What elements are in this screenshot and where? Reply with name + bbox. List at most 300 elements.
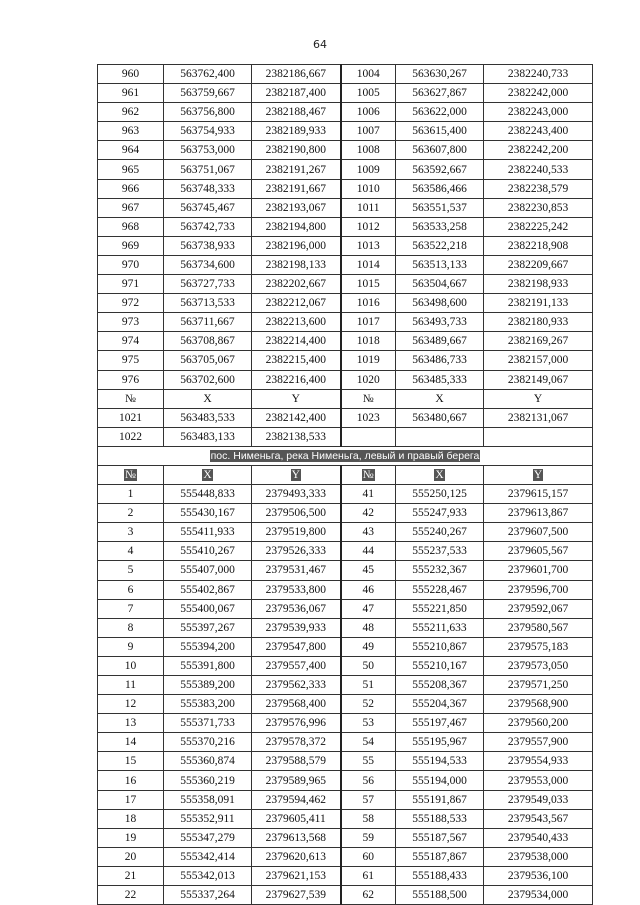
table-cell: 58: [341, 809, 396, 828]
table-cell: 43: [341, 523, 396, 542]
table-cell: 563586,466: [396, 179, 484, 198]
table-cell: 555371,733: [164, 714, 252, 733]
table-cell: Y: [484, 389, 593, 408]
table-cell: 2379605,567: [484, 542, 593, 561]
table-cell: 555358,091: [164, 790, 252, 809]
table-cell: 1011: [341, 198, 396, 217]
table-cell: 2379613,867: [484, 504, 593, 523]
table-row: [98, 65, 593, 84]
table-cell: 555448,833: [164, 485, 252, 504]
table-cell: 12: [98, 695, 164, 714]
table-cell: 1022: [98, 427, 164, 446]
table-cell: 970: [98, 255, 164, 274]
table-cell: 555194,000: [396, 771, 484, 790]
table-row: [98, 294, 593, 313]
table-cell: 2379592,067: [484, 599, 593, 618]
table-cell: 563708,867: [164, 332, 252, 351]
table-cell: 42: [341, 504, 396, 523]
table-cell: [484, 465, 593, 484]
table-cell: 2382196,000: [252, 236, 341, 255]
table-cell: 971: [98, 275, 164, 294]
table-cell: 2382242,000: [484, 84, 593, 103]
table-cell: 563751,067: [164, 160, 252, 179]
table-cell: 563627,867: [396, 84, 484, 103]
table-cell: 967: [98, 198, 164, 217]
table-cell: 1018: [341, 332, 396, 351]
table-cell: 1006: [341, 103, 396, 122]
table-cell: 9: [98, 637, 164, 656]
table-cell: 2379519,800: [252, 523, 341, 542]
table-cell: 555342,013: [164, 866, 252, 885]
table-cell: 2379589,965: [252, 771, 341, 790]
table-cell: X: [164, 389, 252, 408]
table-row: [98, 313, 593, 332]
table-cell: 2379534,000: [484, 886, 593, 905]
table-cell: 48: [341, 618, 396, 637]
table-cell: 2379594,462: [252, 790, 341, 809]
table-cell: 21: [98, 866, 164, 885]
table-cell: 1009: [341, 160, 396, 179]
table-cell: 2379605,411: [252, 809, 341, 828]
table-cell: 16: [98, 771, 164, 790]
table-cell: 555352,911: [164, 809, 252, 828]
table-cell: 22: [98, 886, 164, 905]
table-cell: [341, 465, 396, 484]
table-cell: 2382209,667: [484, 255, 593, 274]
table-cell: 2379536,067: [252, 599, 341, 618]
table-cell: 563522,218: [396, 236, 484, 255]
table-cell: 555360,874: [164, 752, 252, 771]
table-row: [98, 351, 593, 370]
table-cell: 2379557,900: [484, 733, 593, 752]
table-cell: 966: [98, 179, 164, 198]
table-cell: 2379615,157: [484, 485, 593, 504]
table-row: [98, 866, 593, 885]
table-cell: 968: [98, 217, 164, 236]
table-cell: 563713,533: [164, 294, 252, 313]
table-cell: 2379547,800: [252, 637, 341, 656]
table-cell: 2379575,183: [484, 637, 593, 656]
table-cell: 563762,400: [164, 65, 252, 84]
table-cell: 563513,133: [396, 255, 484, 274]
table-cell: 2379573,050: [484, 656, 593, 675]
table-cell: 563705,067: [164, 351, 252, 370]
table-cell: 1020: [341, 370, 396, 389]
table-cell: 2382240,533: [484, 160, 593, 179]
table-cell: 2379536,100: [484, 866, 593, 885]
table-cell: 2382218,908: [484, 236, 593, 255]
table-cell: 555208,367: [396, 676, 484, 695]
table-cell: 10: [98, 656, 164, 675]
table-row: [98, 676, 593, 695]
table-cell: 555240,267: [396, 523, 484, 542]
table-cell: 2382169,267: [484, 332, 593, 351]
table-cell: [396, 427, 484, 446]
table-cell: 1007: [341, 122, 396, 141]
table-cell: 2382216,400: [252, 370, 341, 389]
table-cell: 19: [98, 828, 164, 847]
table-cell: 1016: [341, 294, 396, 313]
table-row: [98, 198, 593, 217]
table-cell: 563622,000: [396, 103, 484, 122]
table-cell: 1019: [341, 351, 396, 370]
table-cell: 972: [98, 294, 164, 313]
table-cell: 2382142,400: [252, 408, 341, 427]
table-cell: 50: [341, 656, 396, 675]
table-cell: 2382131,067: [484, 408, 593, 427]
table-row: [98, 790, 593, 809]
table-cell: 555195,967: [396, 733, 484, 752]
table-cell: 1015: [341, 275, 396, 294]
table-cell: 555247,933: [396, 504, 484, 523]
table-cell: 555410,267: [164, 542, 252, 561]
table-row: [98, 179, 593, 198]
table-cell: 555400,067: [164, 599, 252, 618]
table-cell: 2382198,133: [252, 255, 341, 274]
table-cell: 2382243,000: [484, 103, 593, 122]
table-cell: 53: [341, 714, 396, 733]
table-row: [98, 809, 593, 828]
table-cell: 555237,533: [396, 542, 484, 561]
table-cell: 2382193,067: [252, 198, 341, 217]
table-cell: 52: [341, 695, 396, 714]
table-cell: 3: [98, 523, 164, 542]
table-cell: 2379576,996: [252, 714, 341, 733]
table-cell: 555210,867: [396, 637, 484, 656]
table-cell: 563483,133: [164, 427, 252, 446]
table-row: [98, 408, 593, 427]
table-cell: 1004: [341, 65, 396, 84]
table-cell: 963: [98, 122, 164, 141]
table-cell: 2379543,567: [484, 809, 593, 828]
table-cell: 2382191,133: [484, 294, 593, 313]
table-cell: №: [98, 389, 164, 408]
table-row: [98, 637, 593, 656]
table-cell: 2379620,613: [252, 847, 341, 866]
table-cell: 2379571,250: [484, 676, 593, 695]
table-cell: 2382238,579: [484, 179, 593, 198]
table-cell: 563727,733: [164, 275, 252, 294]
table-cell: 563485,333: [396, 370, 484, 389]
table-cell: 2382213,600: [252, 313, 341, 332]
table-cell: Y: [252, 389, 341, 408]
table-cell: 2382242,200: [484, 141, 593, 160]
table-cell: 2382189,933: [252, 122, 341, 141]
table-cell: 563480,667: [396, 408, 484, 427]
table-cell: 61: [341, 866, 396, 885]
table-cell: 555187,867: [396, 847, 484, 866]
table-cell: 2382194,800: [252, 217, 341, 236]
table-cell: 555407,000: [164, 561, 252, 580]
table-cell: 563592,667: [396, 160, 484, 179]
page-number: 64: [313, 38, 327, 51]
table-cell: 555188,500: [396, 886, 484, 905]
table-cell: [341, 427, 396, 446]
table-cell: 555383,200: [164, 695, 252, 714]
table-row: [98, 886, 593, 905]
table-row: [98, 752, 593, 771]
table-row: [98, 828, 593, 847]
table-cell: 55: [341, 752, 396, 771]
table-cell: 555228,467: [396, 580, 484, 599]
table-cell: 56: [341, 771, 396, 790]
table-cell: 14: [98, 733, 164, 752]
table-cell: 563486,733: [396, 351, 484, 370]
table-cell: 2379621,153: [252, 866, 341, 885]
header-cell-label: X: [435, 469, 444, 482]
table-cell: 2382191,267: [252, 160, 341, 179]
table-row: [98, 618, 593, 637]
table-cell: 54: [341, 733, 396, 752]
section-title-cell: [98, 446, 593, 465]
table-cell: 2379540,433: [484, 828, 593, 847]
table-row: [98, 141, 593, 160]
table-cell: 563745,467: [164, 198, 252, 217]
coordinates-table-body: [98, 65, 593, 905]
table-cell: 555250,125: [396, 485, 484, 504]
table-cell: 2379560,200: [484, 714, 593, 733]
table-cell: 563754,933: [164, 122, 252, 141]
table-cell: 2: [98, 504, 164, 523]
table-cell: 563711,667: [164, 313, 252, 332]
table-cell: 2382240,733: [484, 65, 593, 84]
table-cell: 1008: [341, 141, 396, 160]
table-cell: 2382157,000: [484, 351, 593, 370]
table-row: [98, 504, 593, 523]
table-cell: 563756,800: [164, 103, 252, 122]
table-cell: 2379554,933: [484, 752, 593, 771]
table-cell: 2379549,033: [484, 790, 593, 809]
table-cell: 563483,533: [164, 408, 252, 427]
table-cell: [396, 465, 484, 484]
table-cell: 1012: [341, 217, 396, 236]
table-cell: 2379562,333: [252, 676, 341, 695]
table-cell: 2379553,000: [484, 771, 593, 790]
table-row: [98, 580, 593, 599]
table-cell: 13: [98, 714, 164, 733]
table-cell: 555347,279: [164, 828, 252, 847]
header-cell-label: №: [362, 469, 374, 482]
table-cell: 2382214,400: [252, 332, 341, 351]
table-cell: 5: [98, 561, 164, 580]
table-cell: 2379580,567: [484, 618, 593, 637]
table-cell: 2379588,579: [252, 752, 341, 771]
table-row: [98, 485, 593, 504]
table-row: [98, 695, 593, 714]
table-row: [98, 84, 593, 103]
table-row: [98, 217, 593, 236]
table-row: [98, 561, 593, 580]
table-cell: 45: [341, 561, 396, 580]
table-cell: 2379526,333: [252, 542, 341, 561]
table-row: [98, 656, 593, 675]
table-cell: 2379557,400: [252, 656, 341, 675]
table-cell: 555394,200: [164, 637, 252, 656]
table-cell: 59: [341, 828, 396, 847]
table-cell: [484, 427, 593, 446]
table-cell: 555187,567: [396, 828, 484, 847]
table-cell: 563742,733: [164, 217, 252, 236]
table-cell: 555194,533: [396, 752, 484, 771]
table-cell: №: [341, 389, 396, 408]
table-cell: 964: [98, 141, 164, 160]
table-cell: 563493,733: [396, 313, 484, 332]
table-cell: 974: [98, 332, 164, 351]
table-cell: 18: [98, 809, 164, 828]
table-cell: 563702,600: [164, 370, 252, 389]
table-cell: 2379539,933: [252, 618, 341, 637]
table-cell: 555188,433: [396, 866, 484, 885]
table-cell: 965: [98, 160, 164, 179]
table-cell: 563738,933: [164, 236, 252, 255]
table-cell: 555402,867: [164, 580, 252, 599]
table-cell: 17: [98, 790, 164, 809]
table-cell: 2379596,700: [484, 580, 593, 599]
table-cell: [164, 465, 252, 484]
table-cell: 62: [341, 886, 396, 905]
table-row: [98, 236, 593, 255]
table-cell: 2382186,667: [252, 65, 341, 84]
table-cell: 6: [98, 580, 164, 599]
table-cell: 49: [341, 637, 396, 656]
table-row: [98, 847, 593, 866]
table-cell: 2379493,333: [252, 485, 341, 504]
table-row: [98, 275, 593, 294]
table-cell: 976: [98, 370, 164, 389]
table-cell: 51: [341, 676, 396, 695]
table-cell: 47: [341, 599, 396, 618]
table-cell: 2382198,933: [484, 275, 593, 294]
table-header-row: [98, 389, 593, 408]
table-cell: 60: [341, 847, 396, 866]
table-row: [98, 370, 593, 389]
table-cell: 1: [98, 485, 164, 504]
table-cell: 2379531,467: [252, 561, 341, 580]
table-row: [98, 523, 593, 542]
table-cell: 555188,533: [396, 809, 484, 828]
table-cell: 2382138,533: [252, 427, 341, 446]
table-row: [98, 122, 593, 141]
table-cell: 1017: [341, 313, 396, 332]
table-cell: 555221,850: [396, 599, 484, 618]
table-cell: 563630,267: [396, 65, 484, 84]
table-cell: 961: [98, 84, 164, 103]
table-cell: 2382191,667: [252, 179, 341, 198]
header-cell-label: Y: [533, 469, 543, 482]
table-cell: 41: [341, 485, 396, 504]
table-cell: 2382212,067: [252, 294, 341, 313]
table-cell: 563489,667: [396, 332, 484, 351]
table-cell: 555397,267: [164, 618, 252, 637]
table-cell: 2382149,067: [484, 370, 593, 389]
table-cell: 555210,167: [396, 656, 484, 675]
table-cell: 57: [341, 790, 396, 809]
header-cell-label: Y: [291, 469, 300, 482]
table-cell: 2379607,500: [484, 523, 593, 542]
table-cell: 555342,414: [164, 847, 252, 866]
table-cell: 563533,258: [396, 217, 484, 236]
table-cell: 563615,400: [396, 122, 484, 141]
table-cell: 2379533,800: [252, 580, 341, 599]
table-cell: 2379578,372: [252, 733, 341, 752]
table-cell: 2382230,853: [484, 198, 593, 217]
table-cell: 962: [98, 103, 164, 122]
table-row: [98, 599, 593, 618]
section-title-row: [98, 446, 593, 465]
table-cell: 555337,264: [164, 886, 252, 905]
table-cell: 46: [341, 580, 396, 599]
table-cell: 563759,667: [164, 84, 252, 103]
table-cell: 2382243,400: [484, 122, 593, 141]
table-cell: 563607,800: [396, 141, 484, 160]
table-cell: 969: [98, 236, 164, 255]
table-cell: 1010: [341, 179, 396, 198]
table-cell: 2379538,000: [484, 847, 593, 866]
table-cell: [98, 465, 164, 484]
table-cell: 2382188,467: [252, 103, 341, 122]
header-cell-label: X: [203, 469, 212, 482]
table-cell: 563734,600: [164, 255, 252, 274]
table-row: [98, 733, 593, 752]
table-cell: 555360,219: [164, 771, 252, 790]
table-cell: 8: [98, 618, 164, 637]
table-cell: 975: [98, 351, 164, 370]
table-cell: 2379568,400: [252, 695, 341, 714]
table-cell: 11: [98, 676, 164, 695]
table-cell: 555204,367: [396, 695, 484, 714]
table-cell: 2379627,539: [252, 886, 341, 905]
table-cell: 20: [98, 847, 164, 866]
table-cell: 555391,800: [164, 656, 252, 675]
table-cell: 1014: [341, 255, 396, 274]
coordinates-table: [97, 64, 593, 905]
table-cell: 563551,537: [396, 198, 484, 217]
table-cell: 15: [98, 752, 164, 771]
table-cell: 2379568,900: [484, 695, 593, 714]
section-title: пос. Нименьга, река Нименьга, левый и правый берега: [210, 449, 480, 462]
table-cell: 563753,000: [164, 141, 252, 160]
table-cell: 555232,367: [396, 561, 484, 580]
table-cell: 563504,667: [396, 275, 484, 294]
table-cell: 1013: [341, 236, 396, 255]
table-row: [98, 160, 593, 179]
table-cell: 555191,867: [396, 790, 484, 809]
table-cell: 555389,200: [164, 676, 252, 695]
table-cell: 555197,467: [396, 714, 484, 733]
table-cell: 7: [98, 599, 164, 618]
table-row: [98, 332, 593, 351]
table-cell: 2382190,800: [252, 141, 341, 160]
table-cell: 2382202,667: [252, 275, 341, 294]
table-cell: 973: [98, 313, 164, 332]
table-row: [98, 771, 593, 790]
table-cell: 2382180,933: [484, 313, 593, 332]
table-cell: 4: [98, 542, 164, 561]
table-cell: 44: [341, 542, 396, 561]
table-row: [98, 542, 593, 561]
table-cell: 563498,600: [396, 294, 484, 313]
table-cell: 555211,633: [396, 618, 484, 637]
table-cell: [252, 465, 341, 484]
table-cell: 2379601,700: [484, 561, 593, 580]
table-cell: 2382225,242: [484, 217, 593, 236]
table-cell: 555370,216: [164, 733, 252, 752]
table-cell: 563748,333: [164, 179, 252, 198]
table-row: [98, 255, 593, 274]
table-cell: 1005: [341, 84, 396, 103]
table-cell: 1023: [341, 408, 396, 427]
table-cell: 2379506,500: [252, 504, 341, 523]
